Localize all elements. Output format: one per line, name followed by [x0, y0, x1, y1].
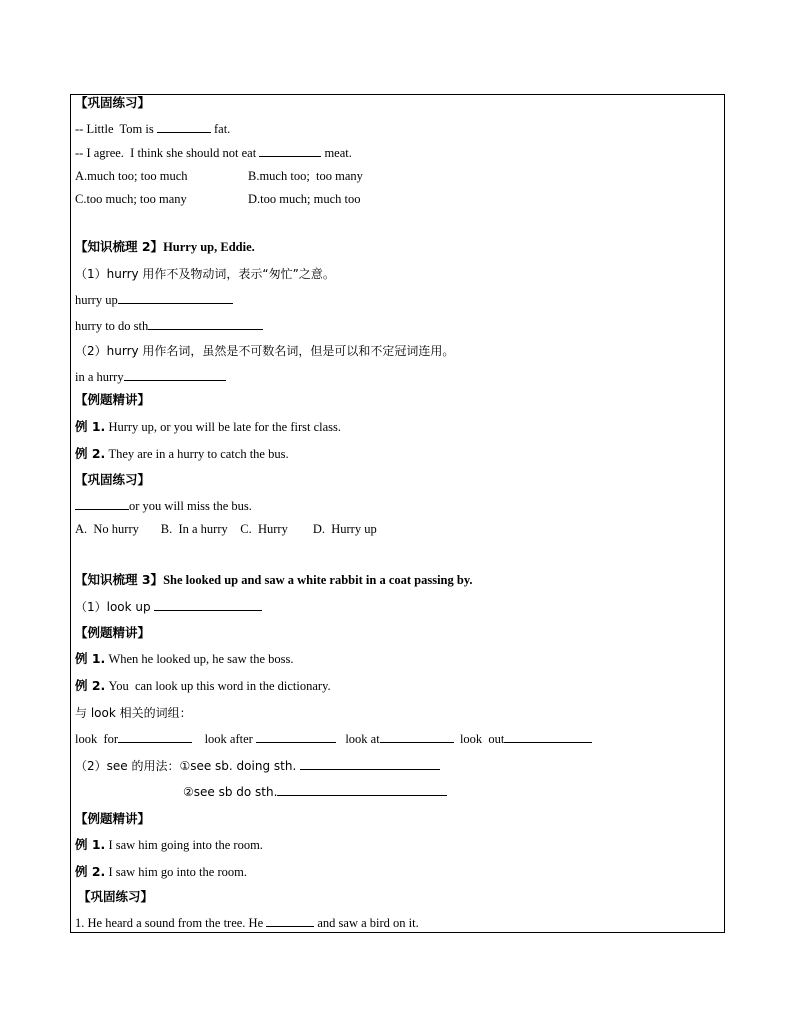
- answer-blank[interactable]: [504, 731, 592, 743]
- practice-header-1: 【巩固练习】: [75, 95, 151, 110]
- answer-blank[interactable]: [380, 731, 454, 743]
- hurry-noun-usage: （2）hurry 用作名词，虽然是不可数名词，但是可以和不定冠词连用。: [75, 344, 455, 358]
- hurry-up-line: hurry up: [75, 292, 233, 308]
- example-1: 例 1. Hurry up, or you will be late for the first class.: [75, 419, 342, 434]
- practice-question-4: 1. He heard a sound from the tree. He and saw a bird on it.: [75, 916, 419, 930]
- look-up-line: （1）look up: [75, 599, 262, 615]
- practice-question-3: or you will miss the bus.: [75, 498, 252, 514]
- in-a-hurry-line: in a hurry: [75, 369, 226, 385]
- practice-question-2: -- I agree. I think she should not eat meat.: [75, 146, 352, 160]
- knowledge-heading-2: 【知识梳理 2】Hurry up, Eddie.: [75, 239, 255, 254]
- answer-blank[interactable]: [259, 145, 321, 157]
- example-5: 例 1. I saw him going into the room.: [75, 837, 263, 852]
- option-d: D.too much; much too: [248, 192, 361, 206]
- option-b: B.much too; too many: [248, 169, 363, 183]
- look-phrases-line: look for look after look at look out: [75, 731, 592, 747]
- examples-header-2: 【例题精讲】: [75, 625, 151, 640]
- practice-options: A. No hurry B. In a hurry C. Hurry D. Hurry up: [75, 522, 377, 536]
- hurry-verb-usage: （1）hurry 用作不及物动词，表示“匆忙”之意。: [75, 267, 335, 281]
- example-3: 例 1. When he looked up, he saw the boss.: [75, 651, 294, 666]
- practice-header-2: 【巩固练习】: [75, 472, 151, 487]
- option-c: C.too much; too many: [75, 192, 187, 206]
- see-usage-2: ②see sb do sth.: [183, 784, 447, 800]
- knowledge-heading-3: 【知识梳理 3】She looked up and saw a white rabbit in a coat passing by.: [75, 572, 473, 587]
- answer-blank[interactable]: [157, 121, 211, 133]
- practice-header-3: 【巩固练习】: [78, 889, 154, 904]
- answer-blank[interactable]: [277, 784, 447, 796]
- see-usage-1: （2）see 的用法：①see sb. doing sth.: [75, 758, 440, 774]
- answer-blank[interactable]: [75, 498, 129, 510]
- answer-blank[interactable]: [256, 731, 336, 743]
- hurry-to-line: hurry to do sth: [75, 318, 263, 334]
- practice-question-1: -- Little Tom is fat.: [75, 122, 231, 136]
- option-a: A.much too; too much: [75, 169, 188, 183]
- answer-blank[interactable]: [118, 292, 233, 304]
- example-6: 例 2. I saw him go into the room.: [75, 864, 247, 879]
- answer-blank[interactable]: [300, 758, 440, 770]
- example-2: 例 2. They are in a hurry to catch the bus.: [75, 446, 289, 461]
- example-4: 例 2. You can look up this word in the dictionary.: [75, 678, 331, 693]
- examples-header-1: 【例题精讲】: [75, 392, 151, 407]
- answer-blank[interactable]: [124, 369, 226, 381]
- answer-blank[interactable]: [266, 915, 314, 927]
- answer-blank[interactable]: [148, 318, 263, 330]
- examples-header-3: 【例题精讲】: [75, 811, 151, 826]
- look-phrases-intro: 与 look 相关的词组：: [75, 706, 192, 720]
- answer-blank[interactable]: [154, 599, 262, 611]
- answer-blank[interactable]: [118, 731, 192, 743]
